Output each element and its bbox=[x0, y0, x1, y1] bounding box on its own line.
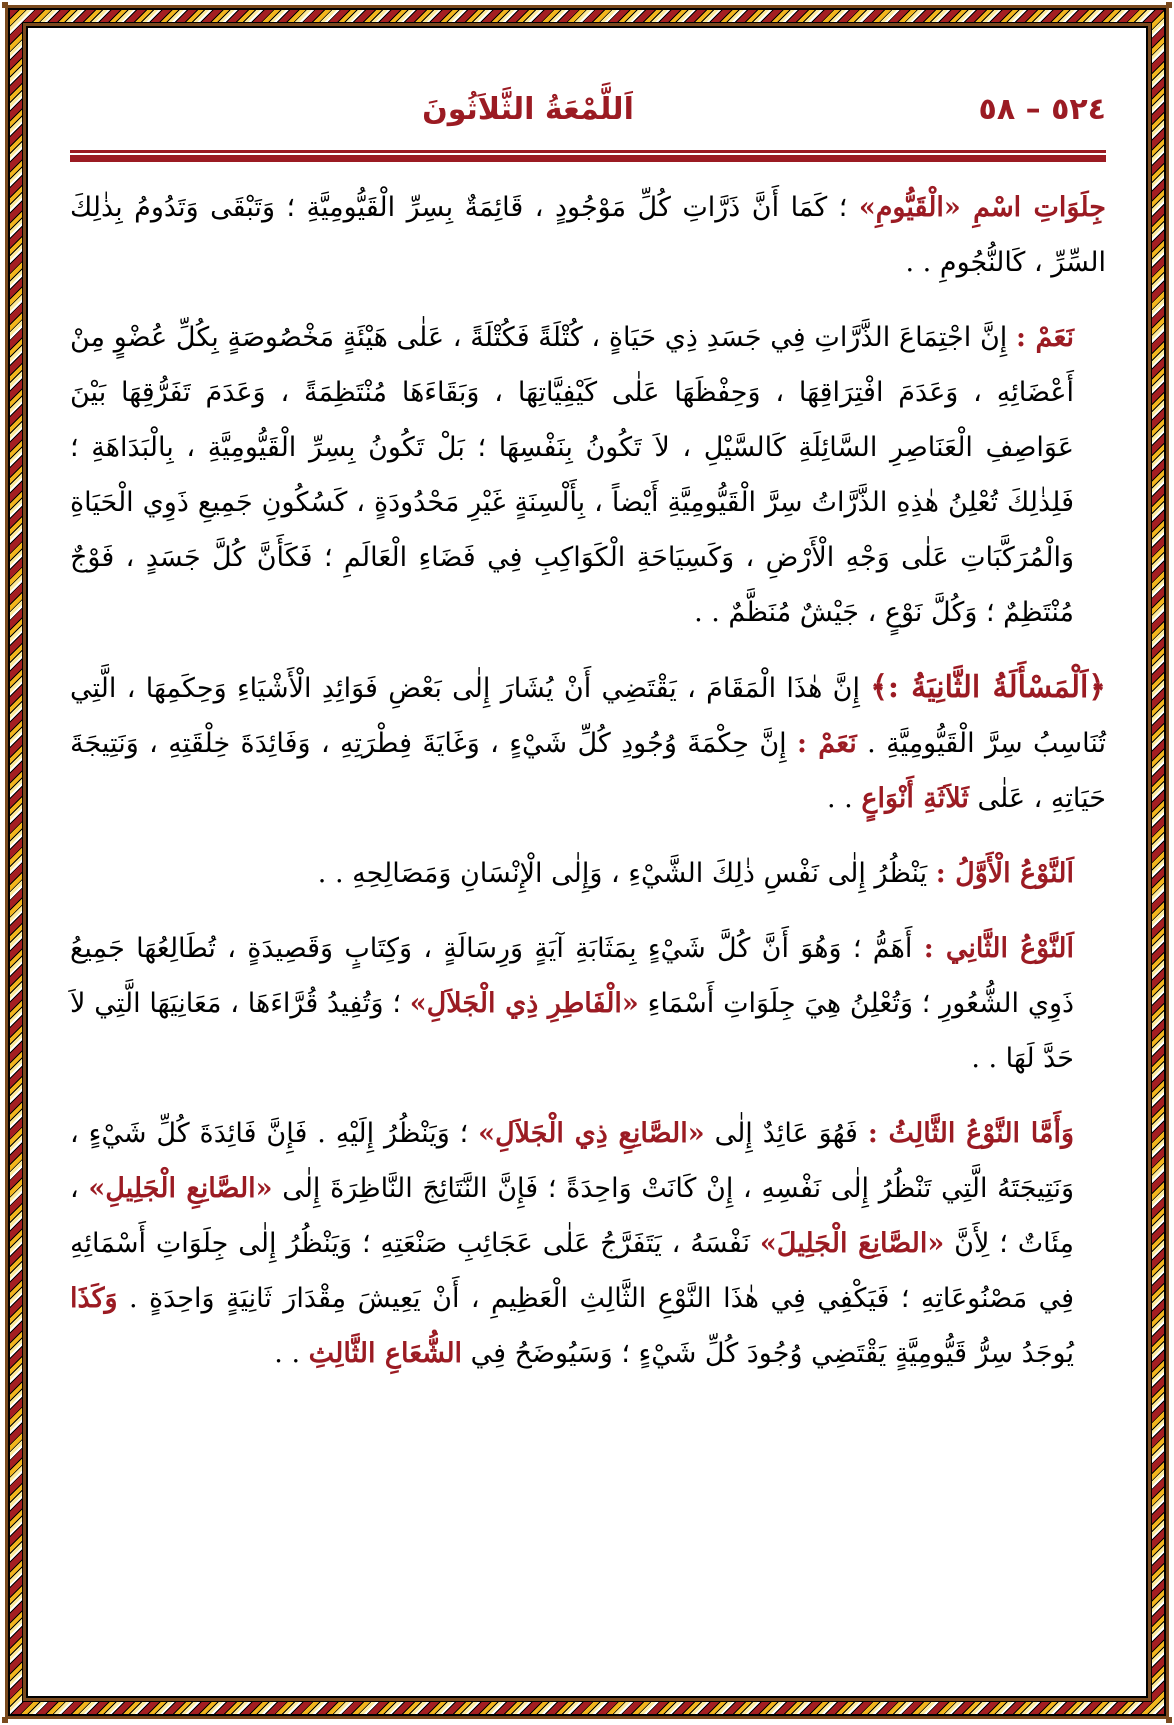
corner-ornament-icon bbox=[2, 1717, 8, 1723]
highlighted-term: «الصَّانِعِ الْجَلِيلِ» bbox=[88, 1173, 273, 1204]
header-rule-thin bbox=[70, 150, 1106, 153]
highlighted-term: «الصَّانِعَ الْجَلِيلَ» bbox=[759, 1228, 945, 1259]
body-text bbox=[70, 180, 1106, 1401]
paragraph bbox=[70, 660, 1106, 826]
highlighted-term: جِلَوَاتِ اسْمِ «الْقَيُّومِ» bbox=[858, 192, 1106, 223]
highlighted-term: ثَلاَثَةِ أَنْوَاعٍ bbox=[861, 783, 969, 814]
text-run: ، مِئَاتٌ ؛ لِأَنَّ bbox=[70, 1173, 1075, 1259]
corner-ornament-icon bbox=[1166, 1717, 1172, 1723]
text-run: أَهَمُّ ؛ وَهُوَ أَنَّ كُلَّ شَيْءٍ بِمَثَابَةِ آيَةٍ وَرِسَالَةٍ ، وَكِتَابٍ وَقَصِيدَةٍ ، تُطَالِعُهَا جَمِيعُ ذَوِي الشُّعُورِ ؛ وَتُعْلِنُ هِيَ جِلَوَاتِ أَسْمَاءِ bbox=[70, 933, 1075, 1019]
page-header bbox=[70, 92, 1106, 136]
highlighted-term: نَعَمْ : bbox=[1016, 322, 1074, 353]
corner-ornament-icon bbox=[2, 2, 8, 8]
text-run: إِنَّ حِكْمَةَ وُجُودِ كُلِّ شَيْءٍ ، وَغَايَةَ فِطْرَتِهِ ، وَفَائِدَةَ خِلْقَتِهِ ، وَنَتِيجَةَ حَيَاتِهِ ، عَلٰى bbox=[70, 728, 1106, 814]
paragraph bbox=[70, 846, 1106, 901]
text-run: فَهُوَ عَائِدٌ إِلٰى bbox=[704, 1118, 868, 1149]
highlighted-term: «الصَّانِعِ ذِي الْجَلاَلِ» bbox=[478, 1118, 705, 1149]
highlighted-term: «الْفَاطِرِ ذِي الْجَلاَلِ» bbox=[409, 988, 639, 1019]
text-run: ؛ وَيَنْظُرُ إِلَيْهِ . فَإِنَّ فَائِدَةَ كُلِّ شَيْءٍ ، وَنَتِيجَتَهُ الَّتِي تَنْظُرُ إِلٰى نَفْسِهِ ، إِنْ كَانَتْ وَاحِدَةً ؛ فَإِنَّ النَّتَائِجَ النَّاظِرَةَ إِلٰى bbox=[70, 1118, 1075, 1204]
paragraph bbox=[70, 921, 1106, 1086]
text-run: نَفْسَهُ ، يَتَفَرَّجُ عَلٰى عَجَائِبِ صَنْعَتِهِ ؛ وَيَنْظُرُ إِلٰى جِلَوَاتِ أَسْمَائِهِ فِي مَصْنُوعَاتِهِ ؛ فَيَكْفِي فِي هٰذَا النَّوْعِ الثَّالِثِ الْعَظِيمِ ، أَنْ يَعِيشَ مِقْدَارَ ثَانِيَةٍ وَاحِدَةٍ . bbox=[70, 1228, 1074, 1314]
text-run: إِنَّ هٰذَا الْمَقَامَ ، يَقْتَضِي أَنْ يُشَارَ إِلٰى بَعْضِ فَوَائِدِ الْأَشْيَاءِ وَحِكَمِهَا ، الَّتِي تُنَاسِبُ سِرَّ الْقَيُّومِيَّةِ . bbox=[70, 673, 1106, 759]
highlighted-term: وَأَمَّا النَّوْعُ الثَّالِثُ : bbox=[867, 1118, 1074, 1149]
page bbox=[70, 0, 1106, 1725]
page-number: ٥٢٤ – ٥٨ bbox=[978, 92, 1106, 127]
text-run: إِنَّ اجْتِمَاعَ الذَّرَّاتِ فِي جَسَدِ ذِي حَيَاةٍ ، كُتْلَةً فَكُتْلَةً ، عَلٰى هَيْئَةٍ مَخْصُوصَةٍ بِكُلِّ عُضْوٍ مِنْ أَعْضَائِهِ ، وَعَدَمَ افْتِرَاقِهَا ، وَحِفْظَهَا عَلٰى كَيْفِيَّاتِهَا ، وَبَقَاءَهَا مُنْتَظِمَةً ، وَعَدَمَ تَفَرُّقِهَا بَيْنَ عَوَاصِفِ الْعَنَاصِرِ السَّائِلَةِ كَالسَّيْلِ ، لاَ تَكُونُ بِنَفْسِهَا ؛ بَلْ تَكُونُ بِسِرِّ الْقَيُّومِيَّةِ ، بِالْبَدَاهَةِ ؛ فَلِذٰلِكَ تُعْلِنُ هٰذِهِ الذَّرَّاتُ سِرَّ الْقَيُّومِيَّةِ أَيْضاً ، بِأَلْسِنَةٍ غَيْرِ مَحْدُودَةٍ ، كَسُكُونِ جَمِيعِ ذَوِي الْحَيَاةِ وَالْمُرَكَّبَاتِ عَلٰى وَجْهِ الْأَرْضِ ، وَكَسِيَاحَةِ الْكَوَاكِبِ فِي فَضَاءِ الْعَالَمِ ؛ فَكَأَنَّ كُلَّ جَسَدٍ ، فَوْجٌ مُنْتَظِمٌ ؛ وَكُلَّ نَوْعٍ ، جَيْشٌ مُنَظَّمٌ . . bbox=[70, 322, 1074, 628]
paragraph bbox=[70, 310, 1106, 640]
text-run: يَنْظُرُ إِلٰى نَفْسِ ذٰلِكَ الشَّيْءِ ، وَإِلٰى الْإِنْسَانِ وَمَصَالِحِهِ . . bbox=[317, 858, 936, 889]
highlighted-term: اَلنَّوْعُ الْأَوَّلُ : bbox=[935, 858, 1074, 889]
page-title: اَللَّمْعَةُ الثَّلاَثُونَ bbox=[422, 92, 634, 127]
section-heading-ornamented: ﴿اَلْمَسْأَلَةُ الثَّانِيَةُ :﴾ bbox=[870, 670, 1106, 705]
text-run: ؛ كَمَا أَنَّ ذَرَّاتِ كُلِّ مَوْجُودٍ ، قَائِمَةٌ بِسِرِّ الْقَيُّومِيَّةِ ؛ وَتَبْقَى وَتَدُومُ بِذٰلِكَ السِّرِّ ، كَالنُّجُومِ . . bbox=[70, 192, 1106, 278]
header-rule bbox=[70, 150, 1106, 162]
highlighted-term: نَعَمْ : bbox=[797, 728, 857, 759]
text-run: يُوجَدُ سِرُّ قَيُّومِيَّةٍ يَقْتَضِي وُجُودَ كُلِّ شَيْءٍ ؛ وَسَيُوضَحُ فِي bbox=[462, 1338, 1074, 1369]
text-run: ؛ وَتُفِيدُ قُرَّاءَهَا ، مَعَانِيَهَا الَّتِي لاَ حَدَّ لَهَا . . bbox=[70, 988, 1074, 1074]
corner-ornament-icon bbox=[1166, 2, 1172, 8]
paragraph bbox=[70, 1106, 1106, 1381]
paragraph bbox=[70, 180, 1106, 290]
text-run: . . bbox=[826, 783, 862, 814]
header-rule-thick bbox=[70, 155, 1106, 162]
highlighted-term: اَلنَّوْعُ الثَّانِي : bbox=[923, 933, 1075, 964]
text-run: . . bbox=[274, 1338, 309, 1369]
highlighted-term: وَكَذَا bbox=[70, 1283, 118, 1314]
highlighted-term: الشُّعَاعِ الثَّالِثِ bbox=[308, 1338, 463, 1369]
